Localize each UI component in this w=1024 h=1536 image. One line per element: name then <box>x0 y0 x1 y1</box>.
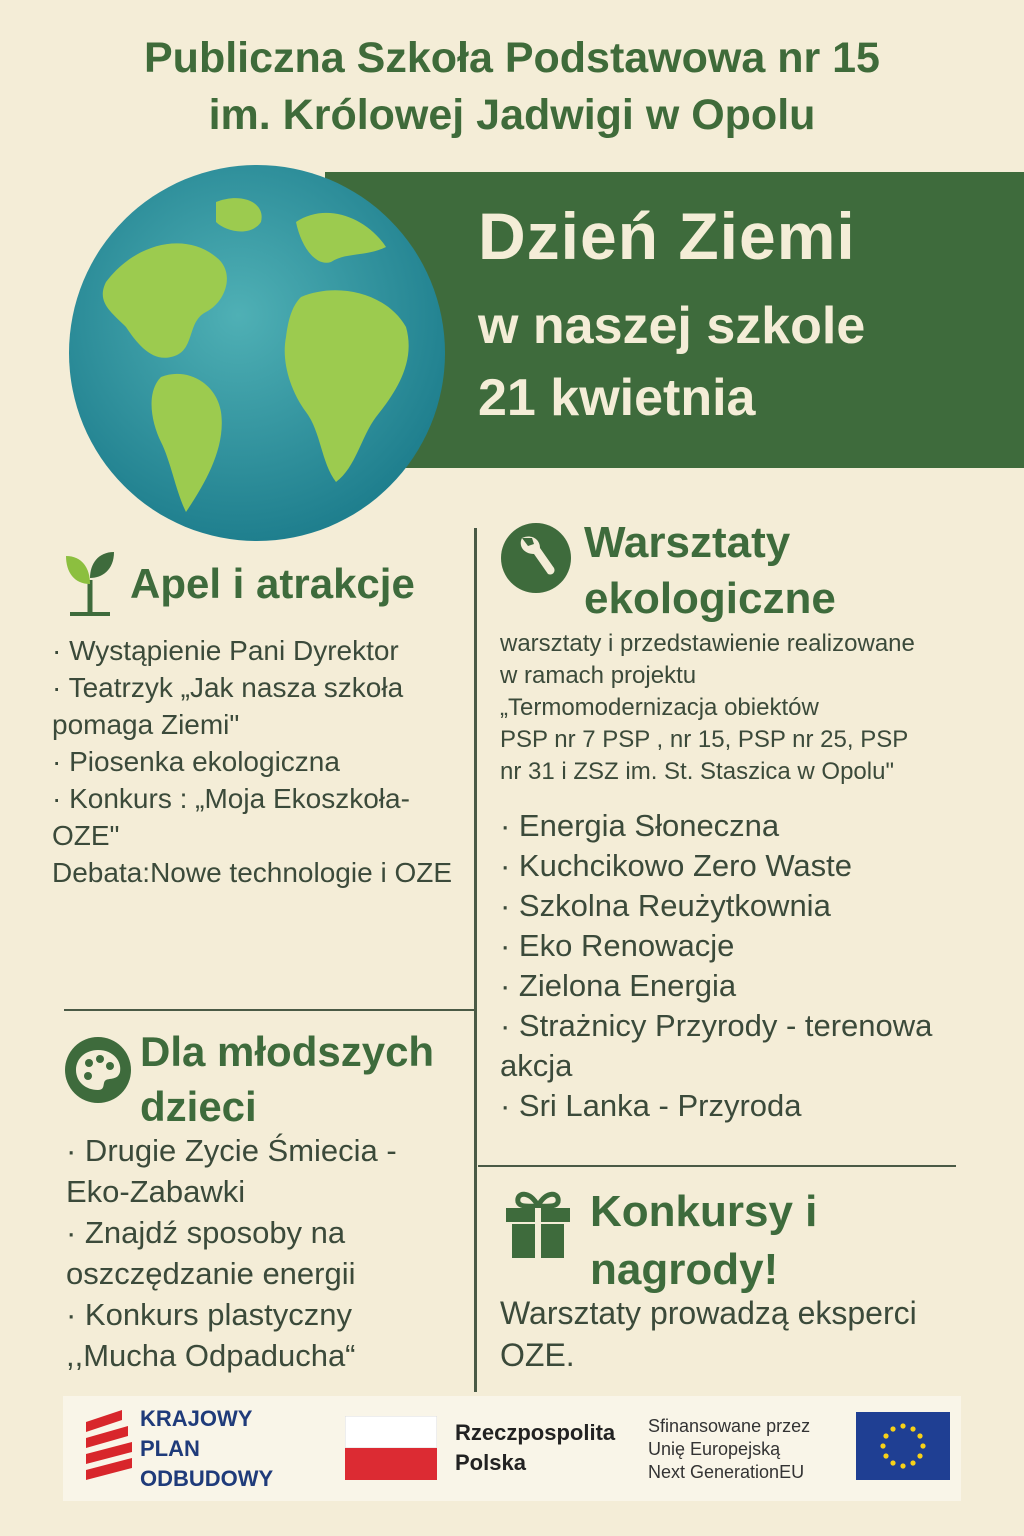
list-item: · Kuchcikowo Zero Waste <box>500 848 853 883</box>
list-item: · Energia Słoneczna <box>500 808 780 843</box>
list-item: · Konkurs : „Moja Ekoszkoła-OZE" <box>52 783 410 851</box>
kpo-logo-text: KRAJOWY PLAN ODBUDOWY <box>140 1406 274 1491</box>
sprout-icon <box>62 548 118 618</box>
list-item: · Drugie Zycie Śmiecia - Eko-Zabawki <box>66 1133 397 1209</box>
wrench-icon <box>500 522 572 594</box>
warsztaty-description: warsztaty i przedstawienie realizowane w ramach projektu „Termomodernizacja obiektów PSP nr 7 PSP , nr 15, PSP nr 25, PSP nr 31 i ZSZ im. St. Staszica w Opolu" <box>500 630 915 785</box>
list-item: · Konkurs plastyczny ,,Mucha Odpaducha“ <box>66 1297 356 1373</box>
list-item: · Szkolna Reużytkownia <box>500 888 831 923</box>
gift-icon <box>504 1188 572 1260</box>
list-item: · Znajdź sposoby na oszczędzanie energii <box>66 1215 356 1291</box>
warsztaty-heading: Warsztaty ekologiczne <box>584 518 836 623</box>
section-divider-left <box>64 1009 475 1011</box>
warsztaty-list <box>500 806 990 1126</box>
poland-flag-icon <box>345 1416 437 1480</box>
list-item: · Eko Renowacje <box>500 928 735 963</box>
list-item: · Zielona Energia <box>500 968 737 1003</box>
school-title: Publiczna Szkoła Podstawowa nr 15 im. Królowej Jadwigi w Opolu <box>144 34 880 139</box>
globe-icon <box>66 162 448 544</box>
apel-list <box>52 632 462 891</box>
list-item: · Wystąpienie Pani Dyrektor <box>52 635 399 666</box>
section-divider-right <box>478 1165 956 1167</box>
palette-icon <box>64 1036 132 1104</box>
list-item: Debata:Nowe technologie i OZE <box>52 857 452 888</box>
apel-heading: Apel i atrakcje <box>130 560 415 607</box>
eu-flag-icon <box>856 1412 950 1480</box>
banner-date: 21 kwietnia <box>478 369 756 427</box>
kpo-logo-icon <box>82 1408 136 1486</box>
column-divider <box>474 528 477 1392</box>
banner-subtitle: w naszej szkole <box>478 297 866 355</box>
eu-funding-text: Sfinansowane przez Unię Europejską Next GenerationEU <box>648 1416 811 1482</box>
list-item: · Teatrzyk „Jak nasza szkoła pomaga Ziemi" <box>52 672 404 740</box>
list-item: · Sri Lanka - Przyroda <box>500 1088 802 1123</box>
dzieci-heading: Dla młodszych dzieci <box>140 1028 435 1130</box>
konkursy-text: Warsztaty prowadzą eksperci OZE. <box>500 1295 917 1373</box>
banner-title: Dzień Ziemi <box>478 199 856 273</box>
list-item: · Piosenka ekologiczna <box>52 746 340 777</box>
dzieci-list <box>66 1130 466 1376</box>
list-item: · Strażnicy Przyrody - terenowa akcja <box>500 1008 933 1083</box>
rp-logo-text: Rzeczpospolita Polska <box>455 1420 616 1475</box>
konkursy-heading: Konkursy i nagrody! <box>590 1187 818 1294</box>
